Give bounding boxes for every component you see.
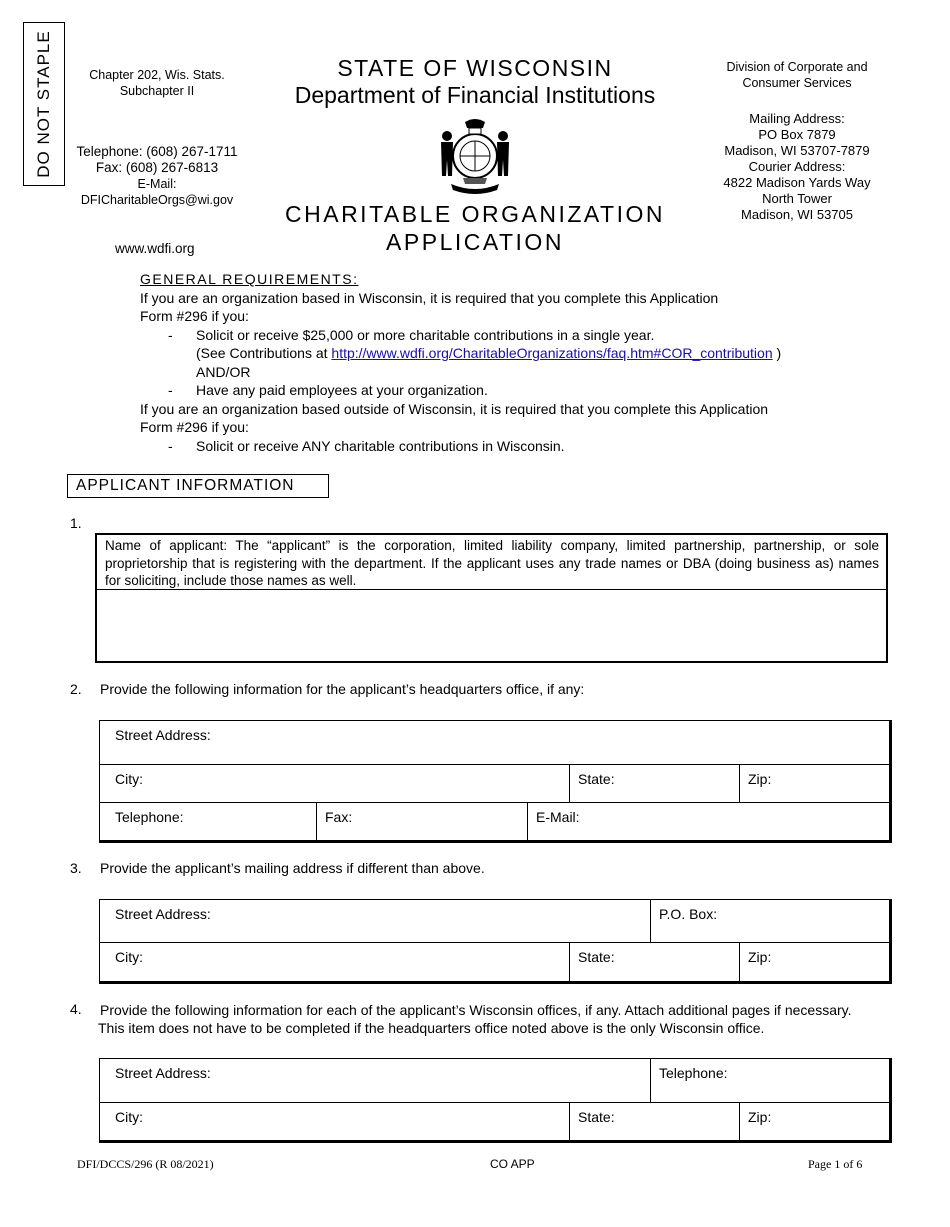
po-box: PO Box 7879 <box>758 127 836 142</box>
question-2-number: 2. <box>70 681 82 697</box>
hq-fax-field[interactable]: Fax: <box>317 803 528 841</box>
requirements-heading: GENERAL REQUIREMENTS: <box>140 271 359 287</box>
form-title-line1: CHARITABLE ORGANIZATION <box>285 201 665 227</box>
contributions-reference <box>140 344 840 363</box>
email-address[interactable]: DFICharitableOrgs@wi.gov <box>80 193 234 207</box>
requirement-item <box>140 326 840 345</box>
office-zip-field[interactable]: Zip: <box>740 1103 890 1141</box>
applicant-name-box <box>95 533 888 663</box>
hq-state-field[interactable]: State: <box>570 765 740 803</box>
center-header <box>270 55 680 109</box>
question-2-text: Provide the following information for the applicant’s headquarters office, if any: <box>100 681 585 697</box>
mail-po-box-field[interactable]: P.O. Box: <box>651 900 890 943</box>
see-suffix: ) <box>772 345 782 361</box>
out-intro-line2: Form #296 if you: <box>140 419 249 435</box>
email-label: E-Mail: <box>137 177 177 191</box>
page-number: Page 1 of 6 <box>808 1157 863 1171</box>
form-title-line2: APPLICATION <box>386 229 564 255</box>
telephone-text: Telephone: (608) 267-1711 <box>76 144 238 159</box>
mailing-address-table <box>99 899 890 982</box>
wi-intro-line2: Form #296 if you: <box>140 308 249 324</box>
requirement-text: Solicit or receive ANY charitable contributions in Wisconsin. <box>196 437 565 454</box>
mail-state-field[interactable]: State: <box>570 943 740 982</box>
mailing-city: Madison, WI 53707-7879 <box>724 143 870 158</box>
general-requirements <box>140 270 840 455</box>
requirement-text: Have any paid employees at your organization. <box>196 382 488 398</box>
division-line2: Consumer Services <box>742 76 852 90</box>
wisconsin-offices-table <box>99 1058 890 1141</box>
hq-zip-field[interactable]: Zip: <box>740 765 890 803</box>
question-4-number: 4. <box>70 1001 82 1017</box>
applicant-name-input[interactable] <box>97 590 886 661</box>
mail-city-field[interactable]: City: <box>100 943 570 982</box>
office-city-field[interactable]: City: <box>100 1103 570 1141</box>
fax-text: Fax: (608) 267-6813 <box>95 160 219 175</box>
question-4-line2: This item does not have to be completed if the headquarters office noted above is the only Wisconsin office. <box>98 1020 765 1036</box>
state-title: STATE OF WISCONSIN <box>337 55 613 81</box>
form-code: CO APP <box>490 1157 535 1171</box>
contributions-faq-link[interactable]: http://www.wdfi.org/CharitableOrganizations/faq.htm#COR_contribution <box>331 345 773 361</box>
bullet-dash: - <box>168 382 173 398</box>
office-telephone-field[interactable]: Telephone: <box>651 1059 890 1103</box>
courier-tower: North Tower <box>762 191 832 206</box>
stamp-text: DO NOT STAPLE <box>34 30 53 178</box>
form-title <box>270 200 680 256</box>
office-state-field[interactable]: State: <box>570 1103 740 1141</box>
wisconsin-seal-icon <box>435 114 515 196</box>
mail-street-field[interactable]: Street Address: <box>100 900 651 943</box>
subchapter-text: Subchapter II <box>119 84 195 98</box>
requirement-text: Solicit or receive $25,000 or more charitable contributions in a single year. <box>196 326 655 343</box>
website-link[interactable]: www.wdfi.org <box>115 241 195 256</box>
bullet-dash: - <box>168 326 173 343</box>
applicant-information-header: APPLICANT INFORMATION <box>67 474 329 498</box>
hq-street-field[interactable]: Street Address: <box>100 721 890 765</box>
hq-telephone-field[interactable]: Telephone: <box>100 803 317 841</box>
office-street-field[interactable]: Street Address: <box>100 1059 651 1103</box>
question-4-text <box>100 1001 900 1037</box>
question-3-number: 3. <box>70 860 82 876</box>
division-line1: Division of Corporate and <box>726 60 868 74</box>
bullet-dash: - <box>168 437 173 454</box>
wi-intro-line1: If you are an organization based in Wisconsin, it is required that you complete this Application <box>140 289 719 306</box>
department-title: Department of Financial Institutions <box>294 82 656 108</box>
chapter-text: Chapter 202, Wis. Stats. <box>89 68 225 82</box>
do-not-staple-stamp <box>23 22 65 186</box>
hq-city-field[interactable]: City: <box>100 765 570 803</box>
and-or-text: AND/OR <box>196 363 251 380</box>
mailing-label: Mailing Address: <box>749 111 845 126</box>
left-header <box>72 67 242 208</box>
out-intro-line1: If you are an organization based outside of Wisconsin, it is required that you complete this Application <box>140 400 769 417</box>
question-1-number: 1. <box>70 515 82 531</box>
courier-street: 4822 Madison Yards Way <box>723 175 871 190</box>
right-header <box>712 59 882 223</box>
mail-zip-field[interactable]: Zip: <box>740 943 890 982</box>
hq-email-field[interactable]: E-Mail: <box>528 803 890 841</box>
headquarters-table <box>99 720 890 841</box>
requirement-item <box>140 381 840 400</box>
question-4-line1: Provide the following information for each of the applicant’s Wisconsin offices, if any. Attach additional pages if necessary. <box>100 1002 852 1018</box>
form-id: DFI/DCCS/296 (R 08/2021) <box>77 1157 214 1171</box>
see-prefix: (See Contributions at <box>196 345 332 361</box>
applicant-name-instructions: Name of applicant: The “applicant” is the corporation, limited liability company, limited partnership, partnership, or sole proprietorship that is registering with the department. If the applicant uses any trade names or DBA (doing business as) names for soliciting, include those names as well. <box>97 535 886 590</box>
requirement-item <box>140 437 840 456</box>
courier-label: Courier Address: <box>748 159 846 174</box>
courier-city: Madison, WI 53705 <box>740 207 853 222</box>
question-3-text: Provide the applicant’s mailing address if different than above. <box>100 860 485 876</box>
